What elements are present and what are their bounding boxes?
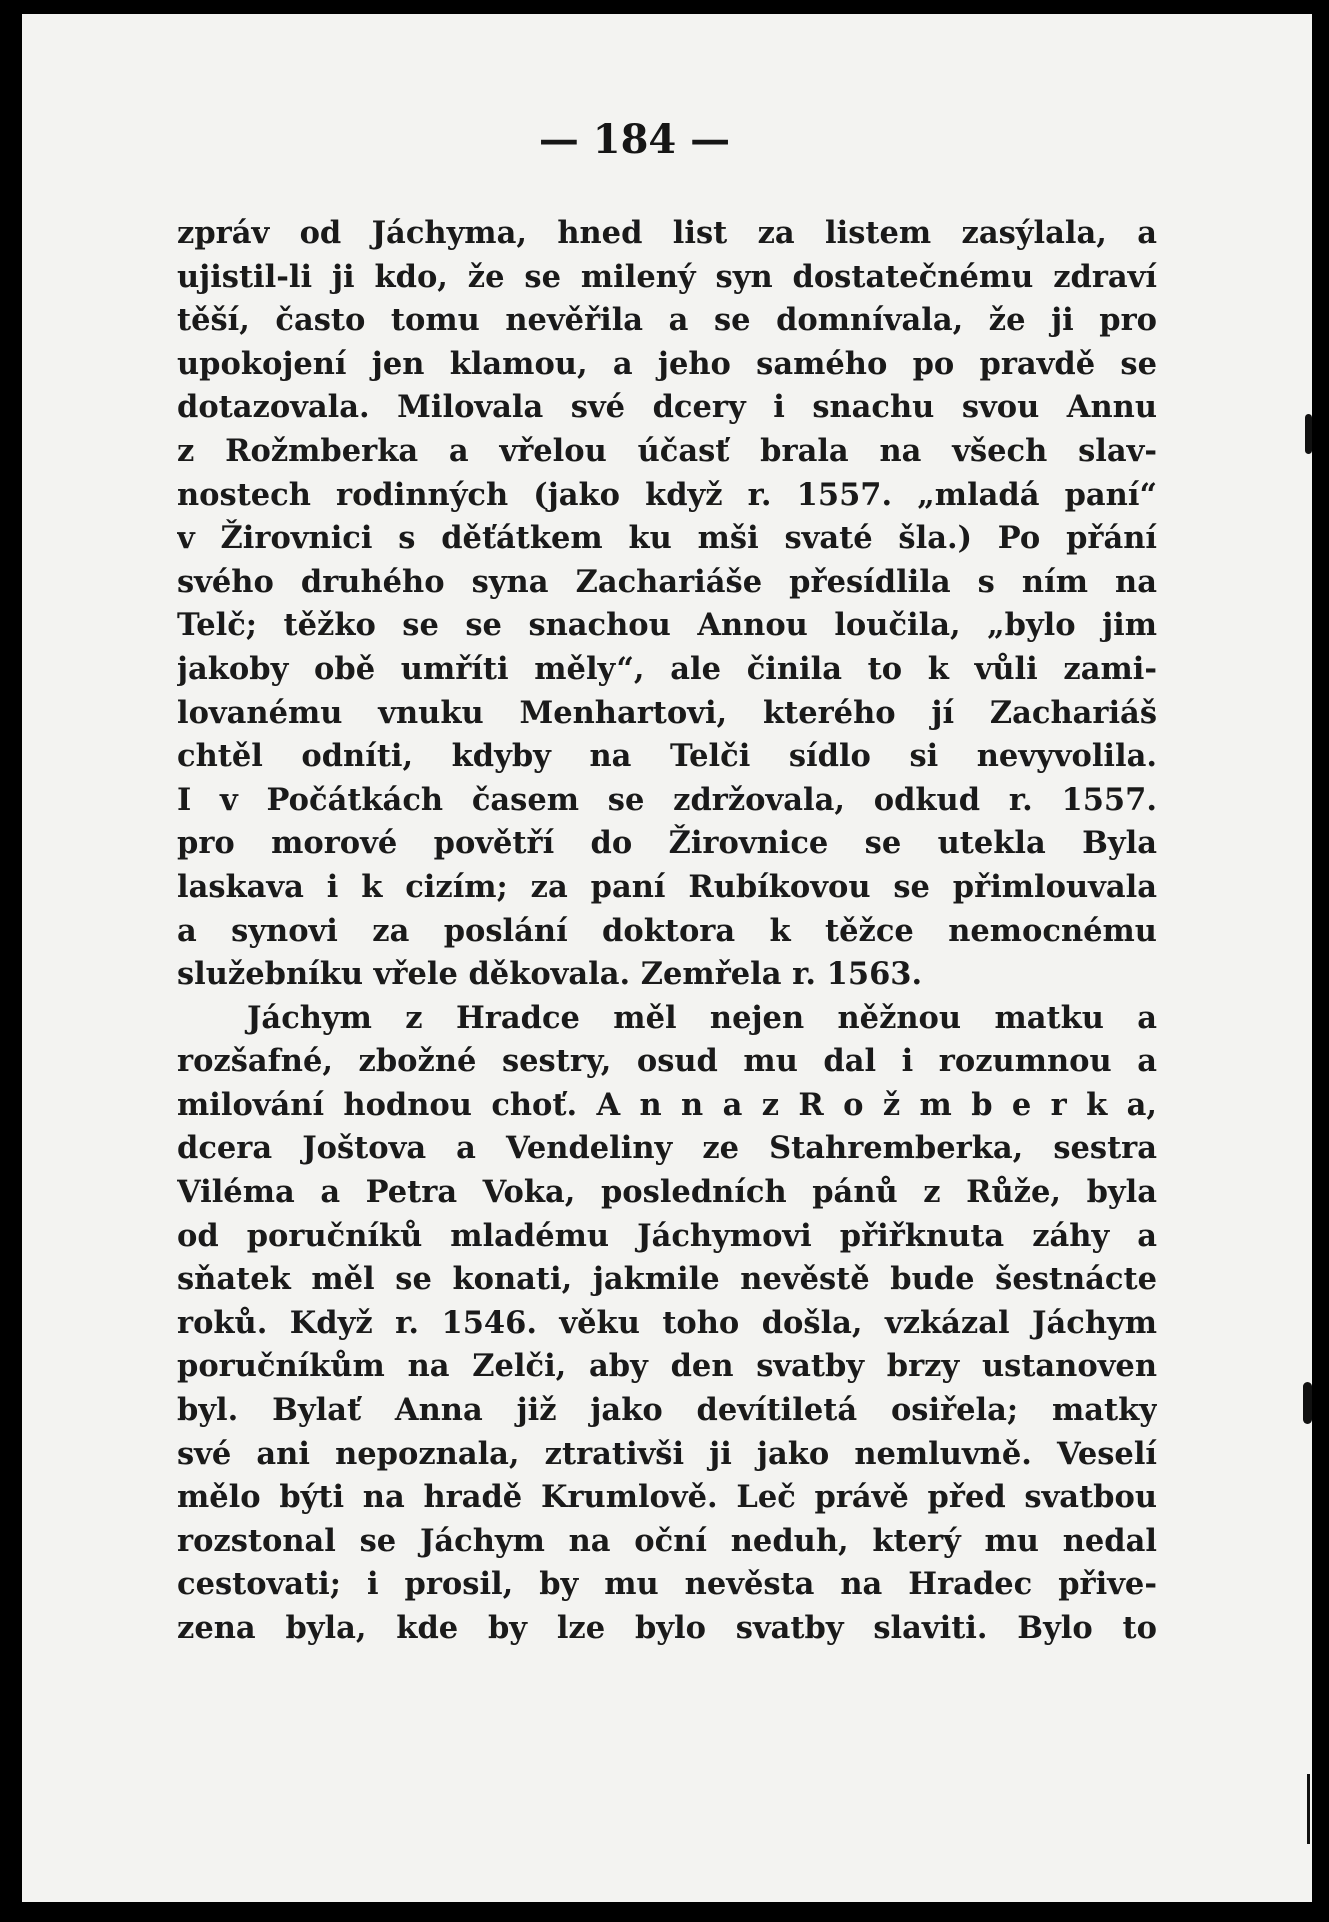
scan-edge-mark (1305, 414, 1312, 454)
text-line: těší, často tomu nevěřila a se domnívala, že ji pro (177, 302, 1157, 339)
text-line: dotazovala. Milovala své dcery i snachu svou Annu (177, 389, 1157, 426)
text-line: zpráv od Jáchyma, hned list za listem zasýlala, a (177, 215, 1157, 251)
text-line: lovanému vnuku Menhartovi, kterého jí Zachariáš (177, 694, 1157, 731)
text-line: upokojení jen klamou, a jeho samého po pravdě se (177, 345, 1157, 382)
text-line: své ani nepoznala, ztrativši ji jako nemluvně. Veselí (177, 1435, 1157, 1472)
text-line: byl. Bylať Anna již jako devítiletá osiřela; matky (177, 1392, 1157, 1429)
text-line: a synovi za poslání doktora k těžce nemocnému (177, 912, 1157, 949)
page-number: — 184 — (538, 116, 731, 163)
text-line: jakoby obě umříti měly“, ale činila to k vůli zami- (177, 650, 1157, 687)
text-line: laskava i k cizím; za paní Rubíkovou se přimlouvala (177, 868, 1157, 905)
text-line: milování hodnou choť. A n n a z R o ž m b e r k a, (177, 1086, 1157, 1123)
text-line: rozstonal se Jáchym na oční neduh, který mu nedal (177, 1522, 1157, 1559)
text-line: mělo býti na hradě Krumlově. Leč právě před svatbou (177, 1479, 1157, 1516)
text-line: svého druhého syna Zachariáše přesídlila s ním na (177, 563, 1157, 600)
text-line: Telč; těžko se se snachou Annou loučila, „bylo jim (177, 607, 1157, 644)
text-line: v Žirovnici s děťátkem ku mši svaté šla.) Po přání (177, 520, 1157, 557)
text-line: služebníku vřele děkovala. Zemřela r. 1563. (177, 956, 923, 993)
text-line: dcera Joštova a Vendeliny ze Stahremberka, sestra (177, 1130, 1157, 1167)
text-line: od poručníků mladému Jáchymovi přiřknuta záhy a (177, 1217, 1157, 1254)
body-text (177, 212, 1157, 1651)
scan-edge-mark (1303, 1382, 1312, 1424)
text-line: zena byla, kde by lze bylo svatby slaviti. Bylo to (177, 1610, 1157, 1646)
text-line: I v Počátkách časem se zdržovala, odkud r. 1557. (177, 781, 1157, 818)
text-line: pro morové povětří do Žirovnice se utekla Byla (177, 825, 1157, 862)
text-line: chtěl odníti, kdyby na Telči sídlo si nevyvolila. (177, 738, 1157, 775)
text-line: cestovati; i prosil, by mu nevěsta na Hradec přive- (177, 1566, 1157, 1603)
text-line: ujistil-li ji kdo, že se milený syn dostatečnému zdraví (177, 258, 1157, 295)
text-line: sňatek měl se konati, jakmile nevěstě bude šestnácte (177, 1261, 1157, 1298)
text-line: Jáchym z Hradce měl nejen něžnou matku a (247, 999, 1157, 1036)
book-page (22, 14, 1312, 1902)
text-line: nostech rodinných (jako když r. 1557. „mladá paní“ (177, 476, 1157, 513)
scan-edge-mark (1307, 1774, 1310, 1844)
text-line: Viléma a Petra Voka, posledních pánů z Růže, byla (177, 1174, 1157, 1211)
text-line: z Rožmberka a vřelou účasť brala na všech slav- (177, 432, 1157, 469)
text-line: poručníkům na Zelči, aby den svatby brzy ustanoven (177, 1348, 1157, 1385)
text-line: roků. Když r. 1546. věku toho došla, vzkázal Jáchym (177, 1304, 1157, 1341)
text-line: rozšafné, zbožné sestry, osud mu dal i rozumnou a (177, 1043, 1157, 1080)
